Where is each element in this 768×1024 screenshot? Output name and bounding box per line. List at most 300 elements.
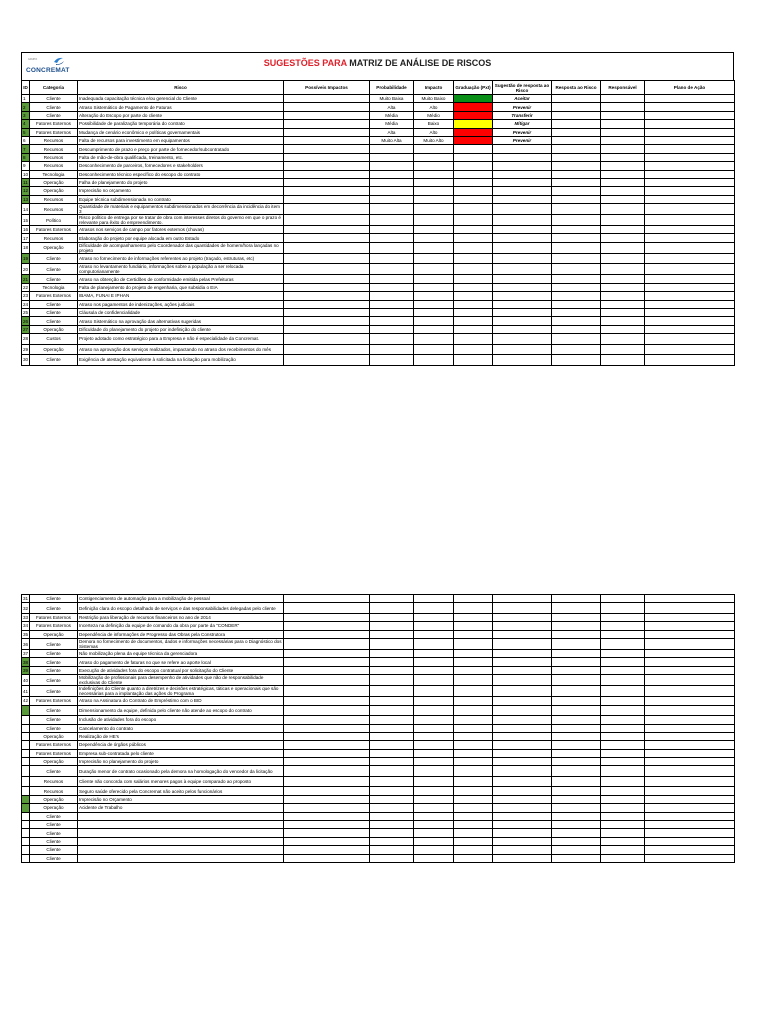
cell-probabilidade bbox=[370, 292, 414, 300]
cell-id: 5 bbox=[22, 128, 30, 136]
table-header-row bbox=[22, 81, 735, 95]
cell-id bbox=[22, 846, 30, 854]
cell-plano bbox=[645, 766, 735, 777]
cell-sugestao bbox=[493, 344, 552, 355]
cell-resposta bbox=[552, 675, 601, 686]
cell-categoria: Operação bbox=[30, 630, 78, 638]
cell-responsavel bbox=[601, 178, 645, 186]
cell-categoria: Político bbox=[30, 215, 78, 226]
cell-impactos bbox=[284, 766, 370, 777]
cell-risco: Desconhecimento de parceiros, fornecedores e stakeholders bbox=[78, 162, 284, 170]
cell-plano bbox=[645, 622, 735, 630]
cell-impacto bbox=[414, 705, 454, 716]
cell-categoria: Cliente bbox=[30, 837, 78, 845]
cell-categoria: Cliente bbox=[30, 766, 78, 777]
cell-sugestao bbox=[493, 686, 552, 697]
table-row bbox=[22, 178, 735, 186]
cell-sugestao bbox=[493, 732, 552, 740]
cell-responsavel bbox=[601, 103, 645, 111]
cell-id: 32 bbox=[22, 603, 30, 614]
cell-resposta bbox=[552, 242, 601, 253]
cell-impacto bbox=[414, 226, 454, 234]
cell-sugestao bbox=[493, 355, 552, 366]
cell-id: 4 bbox=[22, 120, 30, 128]
cell-impacto bbox=[414, 837, 454, 845]
cell-graduacao bbox=[454, 630, 493, 638]
cell-sugestao bbox=[493, 622, 552, 630]
cell-impactos bbox=[284, 300, 370, 308]
cell-id bbox=[22, 758, 30, 766]
cell-probabilidade bbox=[370, 705, 414, 716]
cell-impactos bbox=[284, 136, 370, 144]
cell-risco: Falha de planejamento do projeto bbox=[78, 178, 284, 186]
cell-plano bbox=[645, 639, 735, 650]
cell-impactos bbox=[284, 854, 370, 862]
cell-impacto bbox=[414, 854, 454, 862]
cell-risco: Mobilização de profissionais para desempenho de atividades que não de responsabilidade exclusivas do Cliente bbox=[78, 675, 284, 686]
table-row bbox=[22, 622, 735, 630]
table-row bbox=[22, 724, 735, 732]
cell-sugestao bbox=[493, 650, 552, 658]
document-header bbox=[21, 52, 734, 81]
cell-graduacao bbox=[454, 136, 493, 144]
cell-graduacao bbox=[454, 195, 493, 203]
cell-id: 37 bbox=[23, 651, 29, 657]
table-row bbox=[22, 630, 735, 638]
cell-impactos bbox=[284, 253, 370, 264]
cell-responsavel bbox=[601, 613, 645, 621]
cell-plano bbox=[645, 145, 735, 153]
cell-responsavel bbox=[601, 650, 645, 658]
cell-id: 21 bbox=[23, 276, 29, 282]
cell-impactos bbox=[284, 195, 370, 203]
cell-probabilidade bbox=[370, 264, 414, 275]
cell-graduacao bbox=[454, 275, 493, 283]
cell-impactos bbox=[284, 622, 370, 630]
cell-responsavel bbox=[601, 749, 645, 757]
cell-plano bbox=[645, 187, 735, 195]
cell-impacto bbox=[414, 622, 454, 630]
cell-resposta bbox=[552, 283, 601, 291]
table-row bbox=[22, 675, 735, 686]
cell-impactos bbox=[284, 675, 370, 686]
cell-graduacao bbox=[454, 317, 493, 325]
cell-impacto bbox=[414, 675, 454, 686]
cell-probabilidade: Muito Baixa bbox=[370, 95, 414, 103]
cell-plano bbox=[645, 128, 735, 136]
col-header-sugestao: Sugestão de resposta ao Risco bbox=[493, 81, 552, 95]
cell-graduacao bbox=[454, 613, 493, 621]
cell-sugestao bbox=[493, 795, 552, 803]
cell-plano bbox=[645, 136, 735, 144]
cell-impacto bbox=[414, 215, 454, 226]
cell-categoria: Cliente bbox=[30, 821, 78, 829]
cell-graduacao bbox=[454, 776, 493, 787]
cell-impactos bbox=[284, 846, 370, 854]
cell-responsavel bbox=[601, 658, 645, 666]
cell-plano bbox=[645, 283, 735, 291]
cell-impactos bbox=[284, 732, 370, 740]
cell-categoria: Recursos bbox=[30, 776, 78, 787]
cell-impacto bbox=[414, 658, 454, 666]
cell-resposta bbox=[552, 355, 601, 366]
cell-risco: Atraso nos pagamentos de indenizações, ações judiciais bbox=[78, 300, 284, 308]
cell-impacto bbox=[414, 697, 454, 705]
table-row bbox=[22, 666, 735, 674]
cell-impacto bbox=[414, 178, 454, 186]
cell-risco: Falta de mão-de-obra qualificada, treinamento, etc. bbox=[78, 153, 284, 161]
table-row bbox=[22, 804, 735, 812]
cell-impactos bbox=[284, 153, 370, 161]
cell-sugestao bbox=[493, 829, 552, 837]
cell-id: 19 bbox=[22, 253, 30, 264]
table-row bbox=[22, 162, 735, 170]
cell-categoria: Cliente bbox=[30, 829, 78, 837]
cell-categoria: Cliente bbox=[30, 686, 78, 697]
cell-id: 36 bbox=[22, 639, 30, 650]
cell-probabilidade bbox=[370, 639, 414, 650]
cell-impactos bbox=[284, 666, 370, 674]
cell-probabilidade bbox=[370, 758, 414, 766]
cell-categoria: Fatores Externos bbox=[30, 128, 78, 136]
cell-categoria: Tecnologia bbox=[30, 170, 78, 178]
table-row bbox=[22, 846, 735, 854]
cell-graduacao bbox=[454, 95, 493, 103]
cell-impactos bbox=[284, 95, 370, 103]
cell-responsavel bbox=[601, 283, 645, 291]
cell-categoria: Tecnologia bbox=[30, 283, 78, 291]
cell-risco bbox=[78, 854, 284, 862]
cell-id: 41 bbox=[22, 686, 30, 697]
cell-sugestao bbox=[493, 226, 552, 234]
cell-categoria: Cliente bbox=[30, 95, 78, 103]
cell-plano bbox=[645, 741, 735, 749]
cell-graduacao bbox=[454, 658, 493, 666]
cell-categoria: Recursos bbox=[30, 136, 78, 144]
cell-impactos bbox=[284, 686, 370, 697]
cell-responsavel bbox=[601, 716, 645, 724]
cell-probabilidade bbox=[370, 253, 414, 264]
cell-risco: Elaboração do projeto por equipe alocada em outro Estado bbox=[78, 234, 284, 242]
cell-sugestao bbox=[493, 697, 552, 705]
cell-plano bbox=[645, 226, 735, 234]
cell-responsavel bbox=[601, 204, 645, 215]
cell-sugestao bbox=[493, 334, 552, 345]
cell-impacto bbox=[414, 613, 454, 621]
cell-impactos bbox=[284, 111, 370, 119]
page-title bbox=[22, 58, 733, 68]
cell-sugestao bbox=[493, 675, 552, 686]
cell-risco: Empresa sub-contratada pelo cliente bbox=[78, 749, 284, 757]
cell-probabilidade bbox=[370, 675, 414, 686]
cell-plano bbox=[645, 103, 735, 111]
cell-id bbox=[22, 854, 30, 862]
col-header-impactos: Possíveis Impactos bbox=[284, 81, 370, 95]
cell-responsavel bbox=[601, 317, 645, 325]
cell-responsavel bbox=[601, 128, 645, 136]
cell-plano bbox=[645, 837, 735, 845]
cell-probabilidade bbox=[370, 242, 414, 253]
cell-plano bbox=[645, 705, 735, 716]
cell-impactos bbox=[284, 170, 370, 178]
cell-plano bbox=[645, 732, 735, 740]
table-row bbox=[22, 650, 735, 658]
cell-risco: Imprecisão no planejamento do projeto bbox=[78, 758, 284, 766]
cell-risco: Demora no fornecimento de documentos, dados e informações necessárias para o Diagnóstico dos Sistemas bbox=[79, 639, 282, 650]
table-row bbox=[22, 766, 735, 777]
cell-risco: Imprecisão no Orçamento bbox=[78, 795, 284, 803]
cell-id: 39 bbox=[23, 668, 29, 674]
cell-responsavel bbox=[601, 639, 645, 650]
cell-plano bbox=[645, 317, 735, 325]
cell-impacto bbox=[414, 162, 454, 170]
cell-risco: Atraso na Assinatura do Contrato de Empréstimo com o BID bbox=[78, 697, 284, 705]
table-row bbox=[22, 292, 735, 300]
cell-sugestao bbox=[493, 215, 552, 226]
cell-plano bbox=[645, 812, 735, 820]
cell-graduacao bbox=[454, 204, 493, 215]
cell-risco: Seguro saúde oferecido pela Concremat não aceito pelos funcionários bbox=[78, 787, 284, 795]
cell-id: 12 bbox=[23, 188, 29, 194]
cell-plano bbox=[645, 603, 735, 614]
cell-resposta bbox=[552, 766, 601, 777]
cell-impactos bbox=[284, 716, 370, 724]
cell-sugestao: Transferir bbox=[493, 111, 552, 119]
cell-risco: Falta de recursos para investimento em equipamentos bbox=[78, 136, 284, 144]
cell-impacto bbox=[414, 334, 454, 345]
cell-resposta bbox=[552, 732, 601, 740]
cell-risco: Definição clara do escopo detalhado de serviços e das responsabilidades delegadas pelo cliente bbox=[78, 603, 284, 614]
cell-sugestao bbox=[493, 595, 552, 603]
cell-probabilidade bbox=[370, 215, 414, 226]
cell-risco: Imprecisão no orçamento bbox=[78, 187, 284, 195]
table-row bbox=[22, 732, 735, 740]
cell-risco: Atraso na obtenção de Certidões de conformidade emitida pelas Prefeituras bbox=[78, 275, 284, 283]
cell-responsavel bbox=[601, 187, 645, 195]
cell-plano bbox=[645, 666, 735, 674]
cell-impactos bbox=[284, 242, 370, 253]
cell-impactos bbox=[284, 821, 370, 829]
table-row bbox=[22, 705, 735, 716]
cell-risco: Desconhecimento técnico específico do escopo do contrato bbox=[78, 170, 284, 178]
cell-sugestao bbox=[493, 153, 552, 161]
cell-graduacao bbox=[454, 111, 493, 119]
cell-probabilidade bbox=[370, 283, 414, 291]
cell-sugestao bbox=[493, 283, 552, 291]
cell-plano bbox=[645, 658, 735, 666]
cell-sugestao bbox=[493, 716, 552, 724]
cell-impacto bbox=[414, 686, 454, 697]
cell-impacto bbox=[414, 253, 454, 264]
cell-responsavel bbox=[601, 242, 645, 253]
cell-probabilidade bbox=[370, 613, 414, 621]
cell-sugestao bbox=[493, 162, 552, 170]
cell-categoria: Custos bbox=[30, 334, 78, 345]
cell-responsavel bbox=[601, 758, 645, 766]
table-row bbox=[22, 658, 735, 666]
cell-sugestao bbox=[493, 821, 552, 829]
cell-graduacao bbox=[454, 732, 493, 740]
cell-categoria: Recursos bbox=[30, 162, 78, 170]
cell-categoria: Fatores Externos bbox=[30, 292, 78, 300]
cell-responsavel bbox=[601, 215, 645, 226]
cell-impactos bbox=[284, 128, 370, 136]
table-row bbox=[22, 275, 735, 283]
cell-probabilidade bbox=[370, 716, 414, 724]
col-header-impacto: Impacto bbox=[414, 81, 454, 95]
cell-id bbox=[22, 716, 30, 724]
table-row bbox=[22, 697, 735, 705]
risk-table-1 bbox=[21, 80, 735, 366]
cell-sugestao bbox=[493, 741, 552, 749]
cell-graduacao bbox=[454, 170, 493, 178]
cell-resposta bbox=[552, 639, 601, 650]
cell-plano bbox=[645, 716, 735, 724]
cell-plano bbox=[645, 195, 735, 203]
cell-impactos bbox=[284, 187, 370, 195]
cell-probabilidade bbox=[370, 724, 414, 732]
cell-impacto: Médio bbox=[414, 111, 454, 119]
cell-plano bbox=[645, 787, 735, 795]
cell-impacto bbox=[414, 846, 454, 854]
table-row bbox=[22, 749, 735, 757]
cell-impactos bbox=[284, 795, 370, 803]
cell-probabilidade bbox=[370, 355, 414, 366]
cell-risco: Alteração do Escopo por parte do cliente bbox=[78, 111, 284, 119]
cell-resposta bbox=[552, 658, 601, 666]
cell-id bbox=[22, 732, 30, 740]
cell-risco: Dificuldade de acompanhamento pelo Coordenador das quantidades de homem/hora lançadas no projeto bbox=[78, 242, 284, 253]
cell-impacto bbox=[414, 234, 454, 242]
cell-probabilidade bbox=[370, 325, 414, 333]
cell-plano bbox=[645, 300, 735, 308]
cell-graduacao bbox=[454, 787, 493, 795]
cell-id: 38 bbox=[23, 659, 29, 665]
cell-responsavel bbox=[601, 292, 645, 300]
cell-graduacao bbox=[454, 675, 493, 686]
cell-risco: Mudança de cenário econômico e políticas governamentais bbox=[78, 128, 284, 136]
cell-responsavel bbox=[601, 812, 645, 820]
cell-resposta bbox=[552, 103, 601, 111]
cell-plano bbox=[645, 242, 735, 253]
cell-sugestao bbox=[493, 603, 552, 614]
cell-graduacao bbox=[454, 325, 493, 333]
cell-risco bbox=[78, 821, 284, 829]
cell-resposta bbox=[552, 749, 601, 757]
cell-impacto: Muito Alto bbox=[414, 136, 454, 144]
cell-probabilidade bbox=[370, 195, 414, 203]
cell-categoria: Fatores Externos bbox=[30, 741, 78, 749]
cell-categoria: Cliente bbox=[30, 595, 78, 603]
cell-impactos bbox=[284, 812, 370, 820]
cell-probabilidade: Média bbox=[370, 111, 414, 119]
cell-graduacao bbox=[454, 283, 493, 291]
cell-id bbox=[22, 705, 30, 716]
cell-id bbox=[22, 787, 30, 795]
cell-resposta bbox=[552, 776, 601, 787]
cell-id bbox=[22, 812, 30, 820]
cell-id: 27 bbox=[23, 326, 29, 332]
cell-id: 31 bbox=[23, 596, 29, 602]
cell-impacto bbox=[414, 716, 454, 724]
cell-id: 29 bbox=[22, 344, 30, 355]
table-row bbox=[22, 170, 735, 178]
cell-resposta bbox=[552, 111, 601, 119]
cell-resposta bbox=[552, 325, 601, 333]
logo-wordmark: CONCREMAT bbox=[26, 67, 70, 74]
cell-graduacao bbox=[454, 162, 493, 170]
cell-probabilidade bbox=[370, 732, 414, 740]
cell-impactos bbox=[284, 639, 370, 650]
cell-impacto bbox=[414, 204, 454, 215]
cell-id: 33 bbox=[23, 615, 29, 621]
cell-graduacao bbox=[454, 145, 493, 153]
cell-impacto bbox=[414, 776, 454, 787]
cell-categoria: Cliente bbox=[30, 705, 78, 716]
cell-risco: Cláusula de confidencialidade bbox=[78, 308, 284, 316]
cell-probabilidade bbox=[370, 829, 414, 837]
cell-plano bbox=[645, 120, 735, 128]
cell-responsavel bbox=[601, 837, 645, 845]
cell-responsavel bbox=[601, 325, 645, 333]
cell-probabilidade bbox=[370, 187, 414, 195]
cell-categoria: Cliente bbox=[30, 317, 78, 325]
cell-graduacao bbox=[454, 846, 493, 854]
cell-responsavel bbox=[601, 675, 645, 686]
cell-graduacao bbox=[454, 622, 493, 630]
table-row bbox=[22, 812, 735, 820]
cell-graduacao bbox=[454, 226, 493, 234]
cell-graduacao bbox=[454, 758, 493, 766]
cell-id: 18 bbox=[22, 242, 30, 253]
cell-sugestao bbox=[493, 705, 552, 716]
cell-sugestao: Mitigar bbox=[493, 120, 552, 128]
cell-responsavel bbox=[601, 724, 645, 732]
table-row bbox=[22, 716, 735, 724]
cell-responsavel bbox=[601, 344, 645, 355]
table-row bbox=[22, 103, 735, 111]
cell-sugestao bbox=[493, 195, 552, 203]
cell-impactos bbox=[284, 749, 370, 757]
cell-plano bbox=[645, 675, 735, 686]
cell-id: 22 bbox=[23, 284, 29, 290]
table-row bbox=[22, 95, 735, 103]
table-row bbox=[22, 821, 735, 829]
cell-categoria: Cliente bbox=[30, 666, 78, 674]
cell-sugestao bbox=[493, 292, 552, 300]
cell-resposta bbox=[552, 716, 601, 724]
cell-impacto bbox=[414, 595, 454, 603]
table-row bbox=[22, 595, 735, 603]
cell-probabilidade bbox=[370, 595, 414, 603]
cell-categoria: Operação bbox=[30, 795, 78, 803]
cell-categoria: Operação bbox=[30, 758, 78, 766]
cell-graduacao bbox=[454, 705, 493, 716]
cell-impactos bbox=[284, 697, 370, 705]
cell-plano bbox=[645, 334, 735, 345]
cell-graduacao bbox=[454, 749, 493, 757]
cell-responsavel bbox=[601, 264, 645, 275]
cell-responsavel bbox=[601, 622, 645, 630]
cell-probabilidade bbox=[370, 846, 414, 854]
cell-id bbox=[22, 749, 30, 757]
cell-plano bbox=[645, 854, 735, 862]
cell-categoria: Fatores Externos bbox=[30, 749, 78, 757]
cell-impactos bbox=[284, 283, 370, 291]
cell-impacto bbox=[414, 741, 454, 749]
cell-id: 20 bbox=[22, 264, 30, 275]
table-row bbox=[22, 195, 735, 203]
